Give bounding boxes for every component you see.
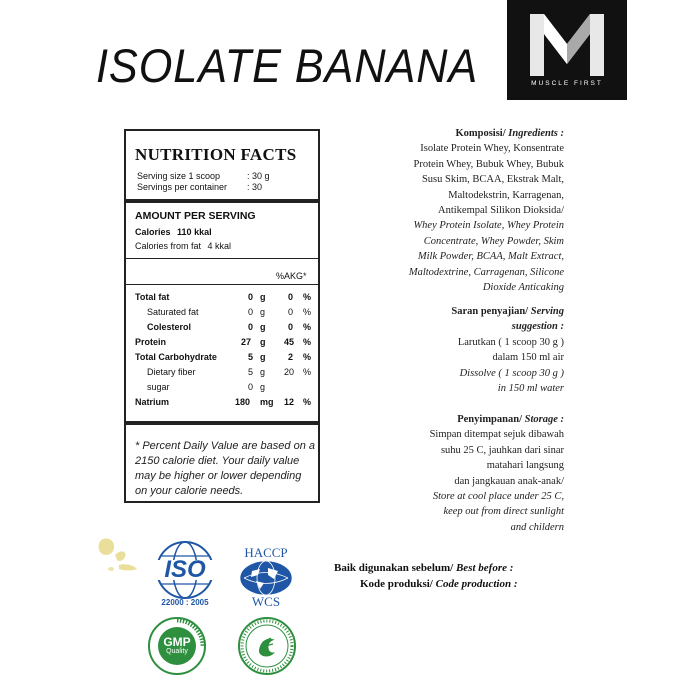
nutrient-qty: 0: [248, 292, 254, 302]
nutrient-row-natrium: [126, 397, 318, 411]
calories-value: 110 kkal: [177, 227, 212, 237]
serving-block: [354, 304, 564, 396]
nutrient-unit: g: [260, 307, 266, 317]
nutrient-pct-sign: %: [303, 322, 312, 332]
scoop-splash-icon: [95, 535, 145, 577]
serving-size-label: Serving size 1 scoop: [137, 171, 221, 181]
nutrient-qty: 27: [241, 337, 252, 347]
iso-text: ISO: [164, 556, 206, 583]
nutrient-row-dietary-fiber: [126, 367, 318, 381]
amount-heading: AMOUNT PER SERVING: [135, 210, 256, 222]
nutrient-pct: 2: [288, 352, 294, 362]
storage-line: dan jangkauan anak-anak/: [454, 475, 564, 487]
divider-thick: [126, 199, 318, 203]
certification-seal: [237, 616, 297, 676]
nutrient-unit: mg: [260, 397, 274, 407]
storage-block: [354, 412, 564, 535]
heading-en: Storage :: [524, 414, 564, 425]
servings-value: : 30: [247, 182, 263, 192]
nutrient-pct-sign: %: [303, 352, 312, 362]
calories-fat-row: [135, 241, 231, 251]
storage-line: Simpan ditempat sejuk dibawah: [429, 429, 564, 441]
gmp-text: GMP: [163, 635, 191, 649]
composition-line-en: Dioxide Anticaking: [482, 282, 564, 294]
nutrient-qty: 180: [235, 397, 251, 407]
heading-id: Saran penyajian/: [451, 306, 529, 317]
serving-line-en: in 150 ml water: [497, 383, 564, 395]
heading-id: Penyimpanan/: [457, 414, 522, 425]
nutrient-qty: 0: [248, 382, 254, 392]
label-id: Kode produksi/: [360, 578, 433, 590]
certification-seal-icon: [237, 616, 297, 676]
nutrient-row-saturated-fat: [126, 307, 318, 321]
heading-en: Serving: [530, 306, 564, 317]
nutrient-pct: 0: [288, 307, 294, 317]
nutrient-name: Protein: [135, 337, 167, 347]
nutrient-pct: 20: [284, 367, 295, 377]
nutrient-qty: 0: [248, 322, 254, 332]
nutrient-pct: 0: [288, 322, 294, 332]
nutrient-unit: g: [260, 292, 266, 302]
best-before-label: [334, 562, 513, 574]
heading-id: Komposisi/: [455, 128, 506, 139]
composition-line: Susu Skim, BCAA, Ekstrak Malt,: [421, 174, 564, 186]
composition-line: Isolate Protein Whey, Konsentrate: [420, 143, 564, 155]
nutrient-name: Natrium: [135, 397, 170, 407]
storage-heading: [354, 412, 564, 427]
divider-thick: [126, 421, 318, 425]
composition-line: Protein Whey, Bubuk Whey, Bubuk: [413, 158, 564, 170]
iso-badge: [150, 540, 220, 610]
nutrient-pct: 45: [284, 337, 295, 347]
nutrient-name: Total fat: [135, 292, 170, 302]
nutrient-qty: 0: [248, 307, 254, 317]
divider: [126, 258, 318, 259]
haccp-bottom-text: WCS: [251, 594, 281, 609]
nutrition-facts-panel: [124, 129, 320, 503]
nutrient-row-total-carbohydrate: [126, 352, 318, 366]
nutrient-pct-sign: %: [303, 367, 312, 377]
haccp-badge: [232, 545, 300, 607]
brand-logo-mark-icon: [530, 14, 604, 76]
nutrient-unit: g: [260, 337, 266, 347]
composition-line-en: Whey Protein Isolate, Whey Protein: [413, 220, 564, 232]
nutrient-name: sugar: [147, 382, 170, 392]
nutrient-pct-sign: %: [303, 397, 312, 407]
nutrient-unit: g: [260, 352, 266, 362]
storage-line: matahari langsung: [486, 460, 564, 472]
serving-line-en: Dissolve ( 1 scoop 30 g ): [459, 367, 564, 379]
label-id: Baik digunakan sebelum/: [334, 562, 454, 574]
heading-en: Ingredients :: [508, 128, 564, 139]
haccp-top-text: HACCP: [244, 545, 288, 560]
servings-row: [137, 182, 263, 192]
nutrient-pct-sign: %: [303, 307, 312, 317]
serving-heading: [354, 304, 564, 319]
nutrient-name: Colesterol: [147, 322, 192, 332]
product-title: ISOLATE BANANA: [96, 39, 479, 92]
nutrition-heading: NUTRITION FACTS: [135, 145, 297, 164]
serving-size-value: : 30 g: [247, 171, 270, 181]
label-en: Code production :: [435, 578, 518, 590]
composition-block: [354, 126, 564, 295]
composition-line: Antikempal Silikon Dioksida/: [438, 205, 564, 217]
nutrient-name: Saturated fat: [147, 307, 199, 317]
brand-logo: [507, 0, 627, 100]
divider: [126, 284, 318, 285]
nutrient-pct: 0: [288, 292, 294, 302]
calories-fat-label: Calories from fat: [135, 241, 202, 251]
servings-label: Servings per container: [137, 182, 228, 192]
nutrient-row-colesterol: [126, 322, 318, 336]
production-code-label: [360, 578, 518, 590]
iso-number: 22000 : 2005: [161, 598, 209, 607]
nutrient-row-protein: [126, 337, 318, 351]
serving-line: dalam 150 ml air: [492, 352, 564, 364]
nutrient-pct-sign: %: [303, 337, 312, 347]
serving-line: Larutkan ( 1 scoop 30 g ): [457, 336, 564, 348]
composition-line-en: Maltodextrine, Carragenan, Silicone: [408, 266, 564, 278]
storage-line-en: keep out from direct sunlight: [443, 506, 564, 518]
nutrient-row-sugar: [126, 382, 318, 396]
storage-line-en: and childern: [510, 521, 564, 533]
nutrient-unit: g: [260, 322, 266, 332]
gmp-quality-text: Quality: [166, 648, 188, 655]
akg-label: %AKG*: [276, 271, 307, 281]
nutrient-pct: 12: [284, 397, 295, 407]
label-en: Best before :: [455, 562, 514, 574]
nutrient-name: Dietary fiber: [147, 367, 196, 377]
nutrient-name: Total Carbohydrate: [135, 352, 217, 362]
composition-heading: [354, 126, 564, 141]
composition-line: Maltodekstrin, Karragenan,: [448, 189, 564, 201]
calories-fat-value: 4 kkal: [207, 241, 232, 251]
serving-heading-en-2: suggestion :: [511, 321, 564, 333]
composition-line-en: Concentrate, Whey Powder, Skim: [423, 235, 564, 247]
composition-line-en: Milk Powder, BCAA, Malt Extract,: [417, 251, 564, 263]
nutrient-unit: g: [260, 382, 266, 392]
storage-line-en: Store at cool place under 25 C,: [432, 491, 564, 503]
nutrient-unit: g: [260, 367, 266, 377]
gmp-badge: [147, 616, 207, 676]
nutrient-row-total-fat: [126, 292, 318, 306]
storage-line: suhu 25 C, jauhkan dari sinar: [440, 444, 564, 456]
nutrition-footnote: * Percent Daily Value are based on a 2150 calorie diet. Your daily value may be higher or lower depending on your calorie needs.: [135, 440, 315, 497]
haccp-globe-icon: [238, 559, 294, 597]
nutrient-qty: 5: [248, 367, 254, 377]
nutrient-qty: 5: [248, 352, 254, 362]
calories-label: Calories: [135, 227, 171, 237]
brand-name: MUSCLE FIRST: [531, 80, 603, 87]
nutrient-pct-sign: %: [303, 292, 312, 302]
serving-size-row: [137, 171, 270, 181]
calories-row: [135, 227, 212, 237]
